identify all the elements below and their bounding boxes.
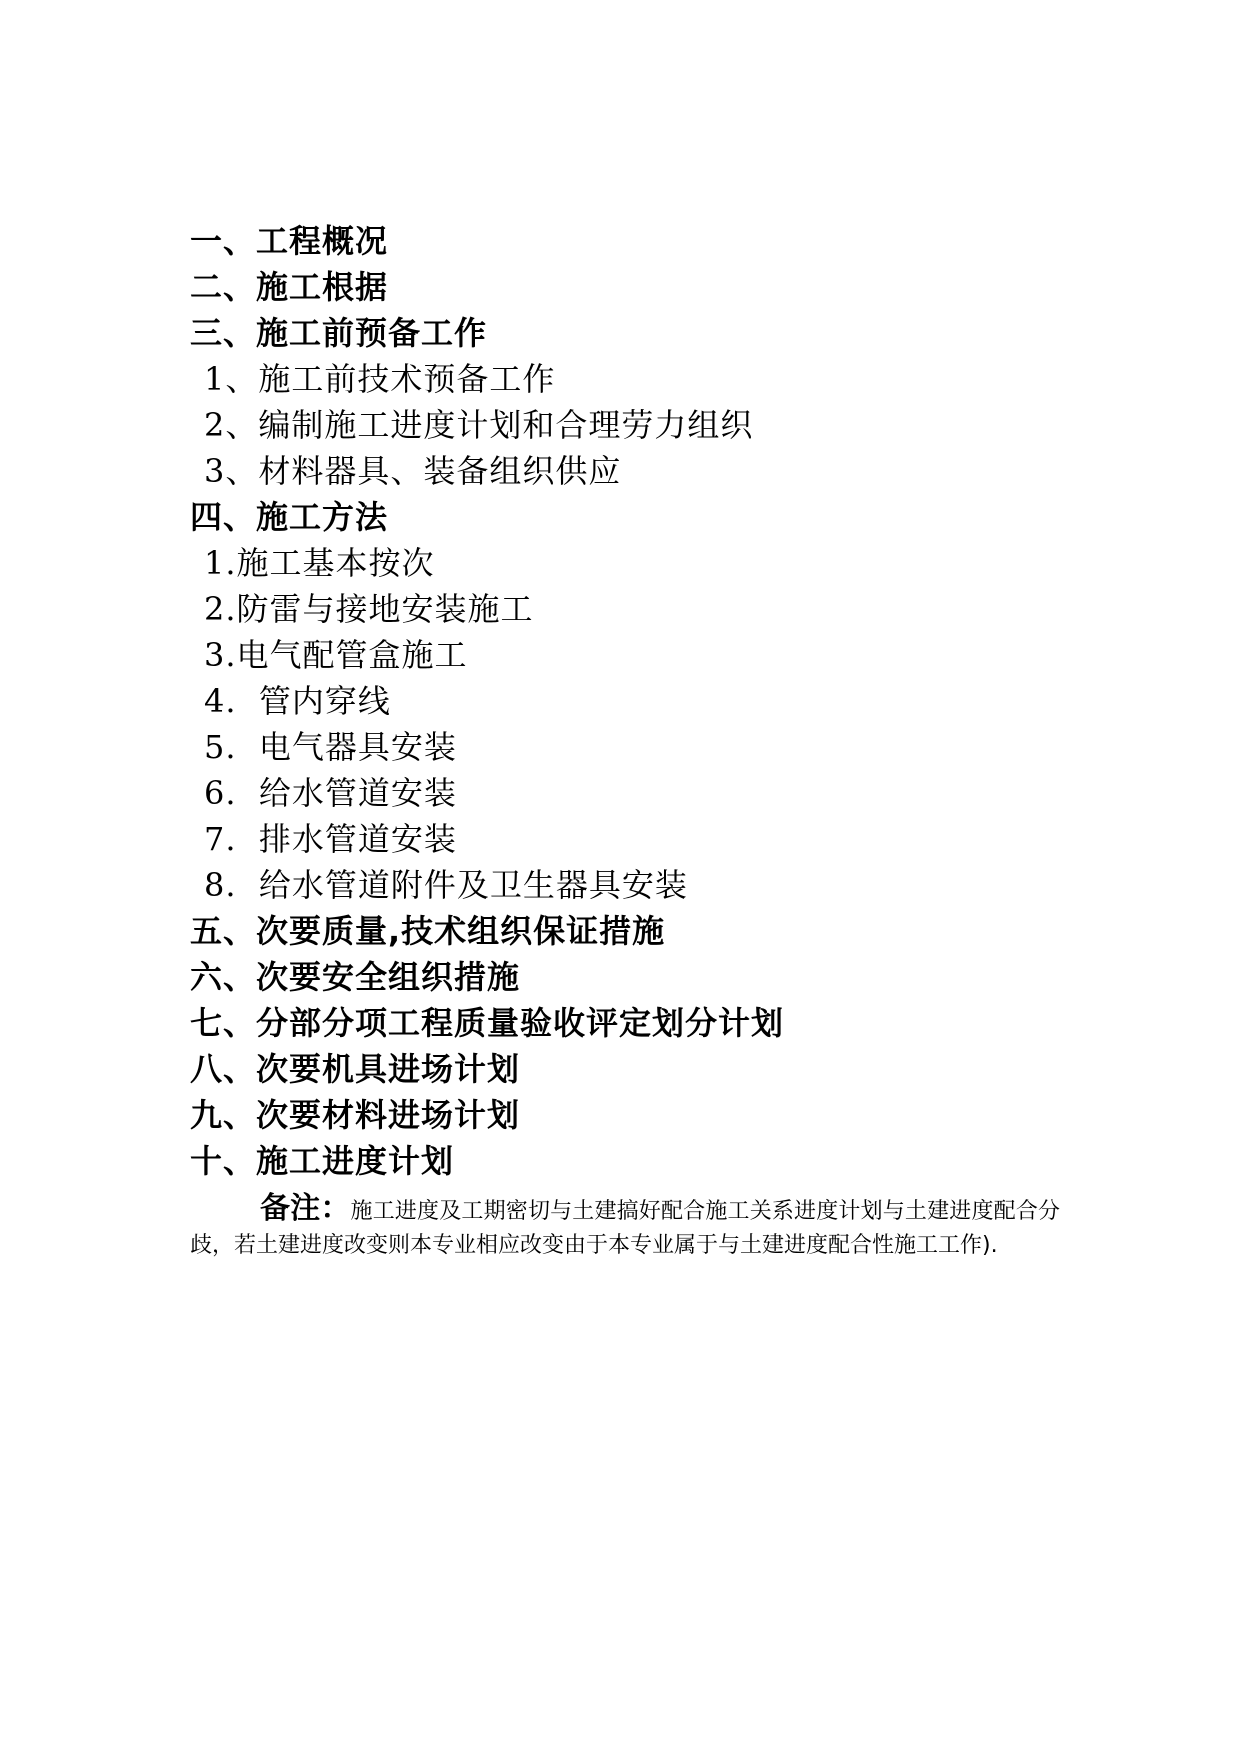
toc-subitem: 2、编制施工进度计划和合理劳力组织 bbox=[204, 406, 754, 444]
toc-subitem: 8. 给水管道附件及卫生器具安装 bbox=[204, 866, 688, 904]
toc-subitem: 7. 排水管道安装 bbox=[204, 820, 457, 858]
toc-item: 八、次要机具进场计划 bbox=[190, 1050, 521, 1088]
toc-subitem: 5. 电气器具安装 bbox=[204, 728, 457, 766]
remark-label: 备注： bbox=[260, 1191, 351, 1226]
toc-item: 四、施工方法 bbox=[190, 498, 389, 536]
toc-item: 七、分部分项工程质量验收评定划分计划 bbox=[190, 1004, 785, 1042]
remark-text: 施工进度及工期密切与土建搞好配合施工关系进度计划与土建进度配合分歧，若土建进度改变则本专业相应改变由于本专业属于与土建进度配合性施工工作). bbox=[190, 1199, 1060, 1258]
toc-item: 六、次要安全组织措施 bbox=[190, 958, 521, 996]
toc-item: 二、施工根据 bbox=[190, 268, 389, 306]
toc-item: 一、工程概况 bbox=[190, 222, 389, 260]
toc-subitem: 4. 管内穿线 bbox=[204, 682, 391, 720]
remark-paragraph bbox=[190, 1192, 1060, 1263]
toc-item: 五、次要质量,技术组织保证措施 bbox=[190, 912, 666, 950]
toc-subitem: 2.防雷与接地安装施工 bbox=[204, 590, 534, 628]
table-of-contents bbox=[190, 218, 784, 1184]
toc-subitem: 6. 给水管道安装 bbox=[204, 774, 457, 812]
toc-item: 九、次要材料进场计划 bbox=[190, 1096, 521, 1134]
toc-subitem: 3、材料器具、装备组织供应 bbox=[204, 452, 622, 490]
toc-subitem: 3.电气配管盒施工 bbox=[204, 636, 468, 674]
toc-item: 十、施工进度计划 bbox=[190, 1142, 455, 1180]
toc-subitem: 1.施工基本按次 bbox=[204, 544, 435, 582]
toc-subitem: 1、施工前技术预备工作 bbox=[204, 360, 556, 398]
toc-item: 三、施工前预备工作 bbox=[190, 314, 488, 352]
